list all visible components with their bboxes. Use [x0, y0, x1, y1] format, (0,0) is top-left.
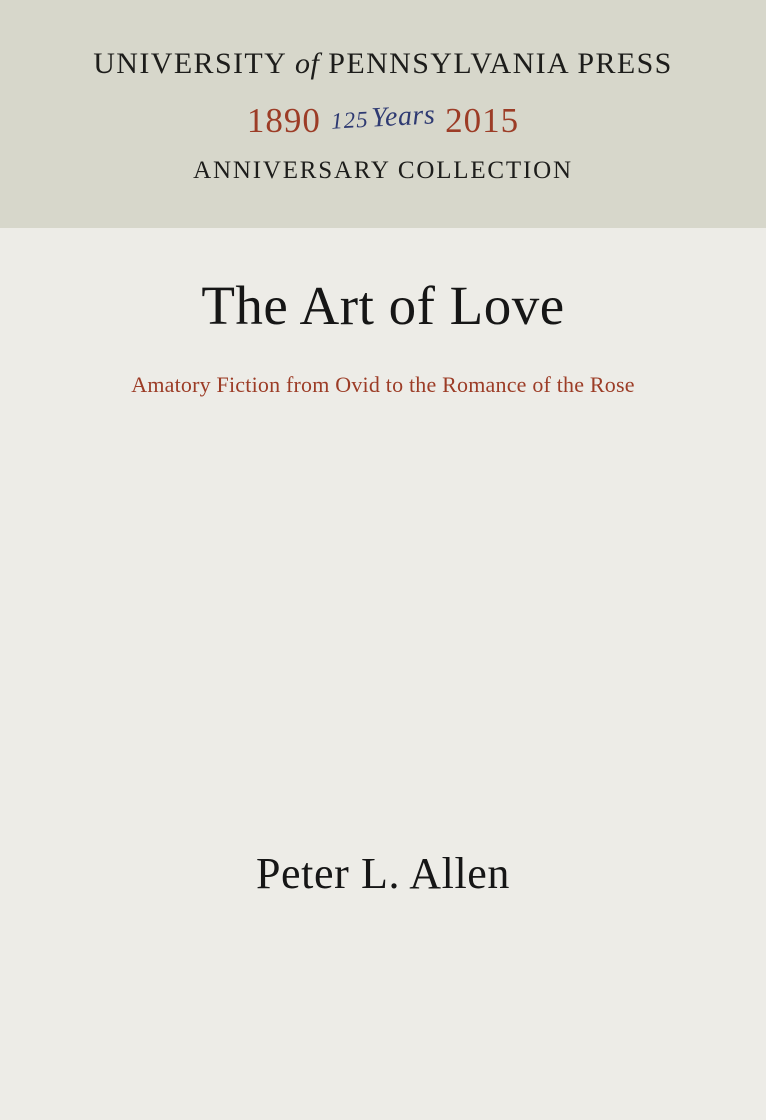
- anniversary-end-year: 2015: [445, 100, 520, 140]
- title-block: [0, 276, 766, 398]
- book-title: The Art of Love: [201, 275, 565, 336]
- book-author: Peter L. Allen: [255, 849, 510, 898]
- anniversary-word: Years: [370, 99, 436, 134]
- anniversary-collection-label: ANNIVERSARY COLLECTION: [193, 157, 573, 184]
- anniversary-start-year: 1890: [246, 100, 321, 140]
- book-subtitle: Amatory Fiction from Ovid to the Romance of the Rose: [131, 371, 635, 397]
- publisher-name-part2: PENNSYLVANIA PRESS: [328, 47, 673, 80]
- publisher-name-of: of: [295, 47, 320, 80]
- anniversary-number: 125: [330, 106, 370, 134]
- publisher-anniversary-banner: [0, 0, 766, 228]
- anniversary-script-mark: [330, 101, 436, 134]
- publisher-name-part1: UNIVERSITY: [93, 47, 287, 80]
- publisher-name: [0, 49, 766, 79]
- anniversary-years-row: [0, 99, 766, 141]
